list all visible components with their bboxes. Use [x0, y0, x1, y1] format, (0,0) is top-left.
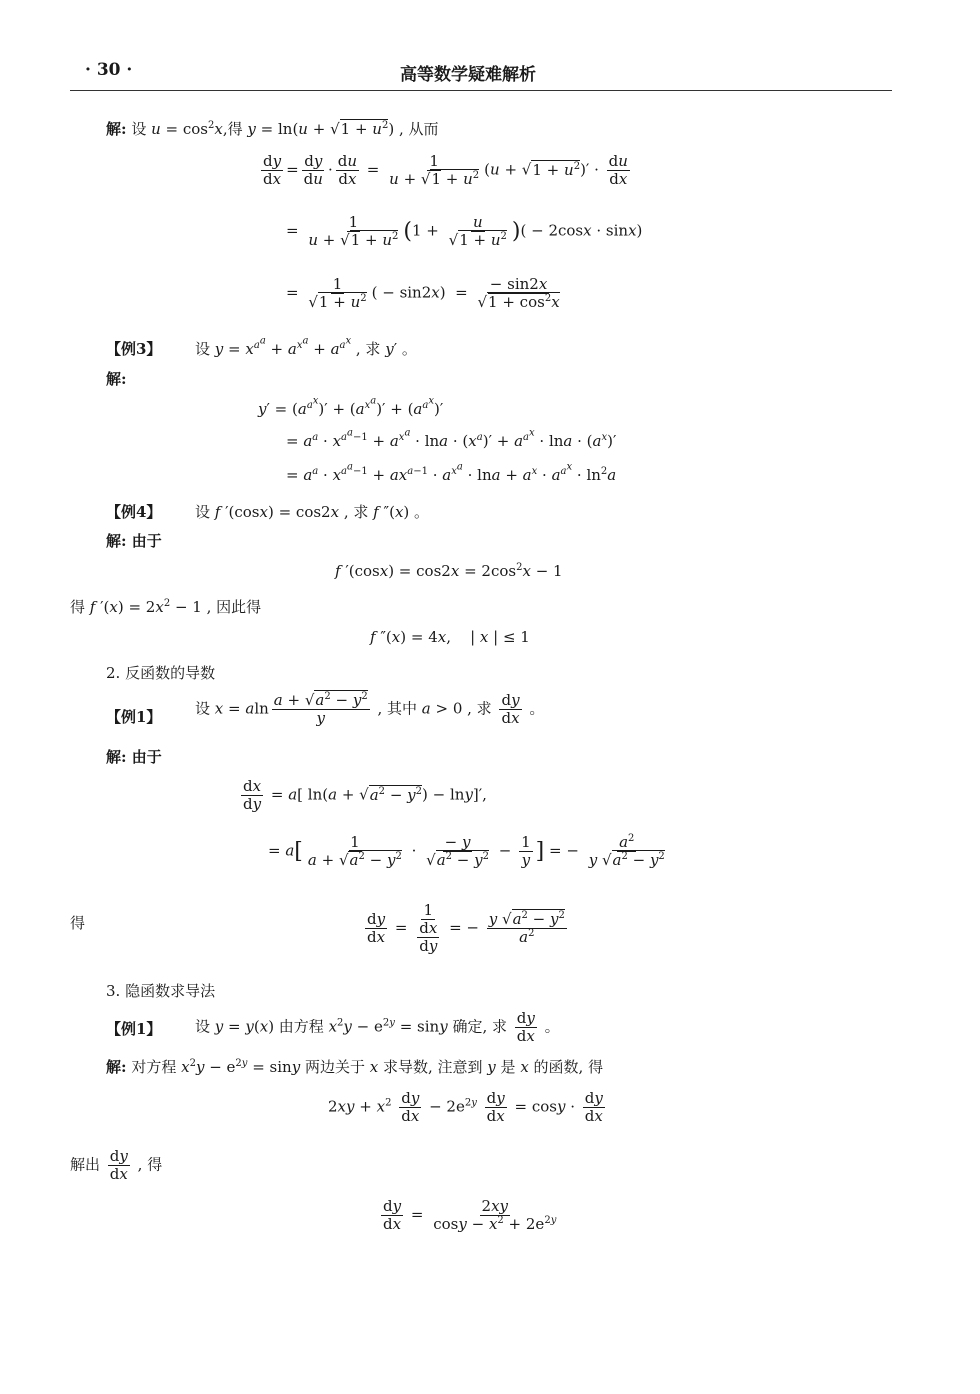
example-4-question: 设 f ′(cosx) = cos2x , 求 f ″(x) 。 [195, 503, 430, 521]
example-1-question: 设 y = y(x) 由方程 $x^2y - e^{2y} = \sin y$ 确定, 求 $\frac{dy}{dx}$ 。 [195, 1009, 560, 1045]
solution-text: 解: 对方程 $x^2y - e^{2y} = \sin y$ 两边关于 x 求导数, 注意到 y 是 x 的函数, 得 [106, 1058, 604, 1076]
equation-line: = $\frac{1}{√1 + u^2}$ ( − sin2x) = $\frac{- \sin 2x}{√1 + \cos^2x}$ [286, 275, 560, 311]
equation-line: $\frac{dx}{dy}$ = a[ $\ln(a + √a^2 - y^2) - \ln y]'$, [243, 777, 487, 813]
example-1-question: 设 x = aln $\frac{a + √a^2 - y^2}{y}$ , 其中 a > 0 , 求 $\frac{dy}{dx}$ 。 [195, 691, 545, 727]
example-4-label: 【例4】 [106, 503, 162, 521]
equation-line: = a[ $\frac{1}{a + √a^2 - y^2}$ · $\frac{- y}{√a^2 - y^2}$ − $\frac{1}{y}$ ] = − $\frac{a^2}{y √a^2 - y^2}$ [268, 833, 665, 869]
equation-line: = $\frac{1}{u + √1 + u^2}$ (1 + $\frac{u}{√1 + u^2}$ )( − 2cosx · sinx) [286, 213, 643, 249]
equation-line: $\frac{dy}{dx}$ = $\frac{2xy}{\cos y - x^2 + 2e^{2y}}$ [383, 1197, 557, 1233]
equation-line: $\frac{dy}{dx}$ = $\frac{dy}{du}$ · $\frac{du}{dx}$ = $\frac{1}{u + √1 + u^2}$ $(u + √1 + u^2)'$ · $\frac{du}{dx}$ [263, 152, 628, 188]
header-rule [70, 90, 892, 91]
running-title: 高等数学疑难解析 [400, 65, 536, 85]
equation-line: $\frac{dy}{dx}$ = $\frac{1}{\frac{dx}{dy}}$ = − $\frac{y √a^2 - y^2}{a^2}$ [367, 901, 565, 955]
solution-label: 解: 由于 [106, 748, 162, 766]
example-3-label: 【例3】 [106, 340, 162, 358]
text-line: 得 f $'(x) = 2x^2 - 1$ , 因此得 [70, 598, 262, 616]
equation-line: $y' = (a^{a^x})' + (a^{x^a})' + (a^{a^x})'$ [258, 395, 444, 418]
equation-line: = $a^a \cdot x^{a^a-1} + ax^{a-1} \cdot a^{x^a} \cdot \ln a + a^x \cdot a^{a^x} \cdot \ln^2a$ [286, 461, 617, 484]
example-1-label: 【例1】 [106, 1020, 162, 1038]
solution-label: 解: [106, 370, 127, 388]
equation-line: f ″(x) = 4x, | x | ≤ 1 [370, 628, 530, 646]
text-line: 得 [70, 914, 86, 932]
section-heading: 3. 隐函数求导法 [106, 982, 216, 1000]
equation-line: f $'(\cos x) = \cos 2x = 2\cos^2x - 1$ [335, 562, 563, 580]
text-line: 解出 $\frac{dy}{dx}$ , 得 [70, 1147, 163, 1183]
equation-line: $2xy + x^2$ $\frac{dy}{dx}$ − $2e^{2y}$ $\frac{dy}{dx}$ = cosy · $\frac{dy}{dx}$ [328, 1089, 603, 1125]
solution-lead: 解: 设 $u = \cos^2x$,得 $y = \ln(u + √1 + u^2)$ , 从而 [106, 120, 439, 138]
example-3-question: 设 $y = x^{a^a} + a^{x^a} + a^{a^x}$ , 求 y′ 。 [195, 335, 417, 358]
solution-label: 解: 由于 [106, 532, 162, 550]
example-1-label: 【例1】 [106, 708, 162, 726]
section-heading: 2. 反函数的导数 [106, 664, 216, 682]
page-number: · 30 · [85, 60, 133, 80]
equation-line: = $a^a \cdot x^{a^a-1} + a^{x^a} \cdot \ln a \cdot (x^a)' + a^{a^x} \cdot \ln a \cdot (a^x)'$ [286, 427, 617, 450]
